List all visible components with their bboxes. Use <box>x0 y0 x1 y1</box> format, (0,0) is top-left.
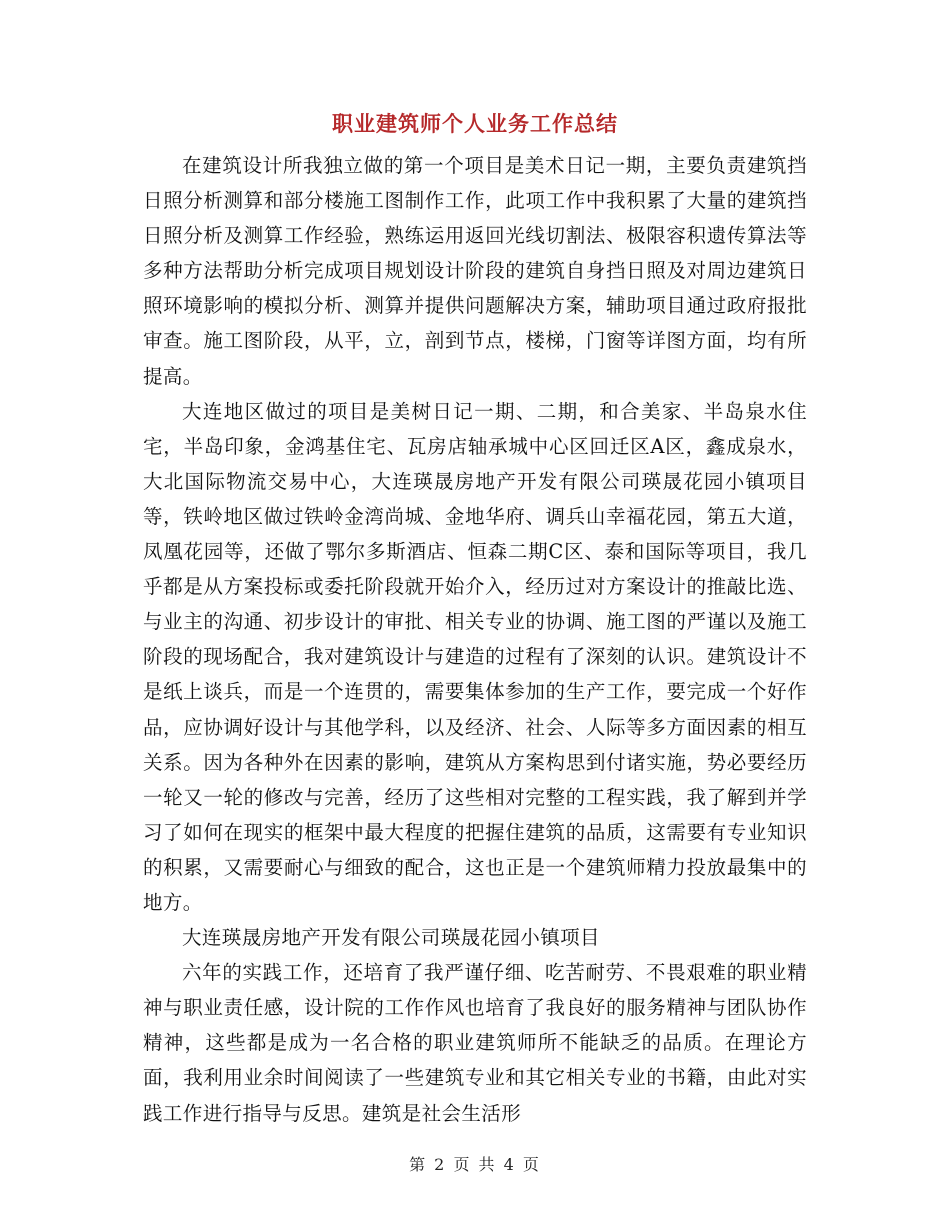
paragraph-1: 在建筑设计所我独立做的第一个项目是美术日记一期，主要负责建筑挡日照分析测算和部分楼施工图制作工作，此项工作中我积累了大量的建筑挡日照分析及测算工作经验，熟练运用返回光线切割法、极限容积遗传算法等多种方法帮助分析完成项目规划设计阶段的建筑自身挡日照及对周边建筑日照环境影响的模拟分析、测算并提供问题解决方案，辅助项目通过政府报批审查。施工图阶段，从平，立，剖到节点，楼梯，门窗等详图方面，均有所提高。 <box>143 154 807 388</box>
paragraph-3: 大连瑛晟房地产开发有限公司瑛晟花园小镇项目 <box>182 926 600 950</box>
page-footer: 第 2 页 共 4 页 <box>409 1155 541 1174</box>
paragraph-2: 大连地区做过的项目是美树日记一期、二期，和合美家、半岛泉水住宅，半岛印象，金鸿基住宅、瓦房店轴承城中心区回迁区A区，鑫成泉水，大北国际物流交易中心，大连瑛晟房地产开发有限公司瑛晟花园小镇项目等，铁岭地区做过铁岭金湾尚城、金地华府、调兵山幸福花园，第五大道，凤凰花园等，还做了鄂尔多斯酒店、恒森二期C区、泰和国际等项目，我几乎都是从方案投标或委托阶段就开始介入，经历过对方案设计的推敲比选、与业主的沟通、初步设计的审批、相关专业的协调、施工图的严谨以及施工阶段的现场配合，我对建筑设计与建造的过程有了深刻的认识。建筑设计不是纸上谈兵，而是一个连贯的，需要集体参加的生产工作，要完成一个好作品，应协调好设计与其他学科，以及经济、社会、人际等多方面因素的相互关系。因为各种外在因素的影响，建筑从方案构思到付诸实施，势必要经历一轮又一轮的修改与完善，经历了这些相对完整的工程实践，我了解到并学习了如何在现实的框架中最大程度的把握住建筑的品质，这需要有专业知识的积累，又需要耐心与细致的配合，这也正是一个建筑师精力投放最集中的地方。 <box>143 399 807 914</box>
document-body <box>143 148 807 1131</box>
paragraph-4: 六年的实践工作，还培育了我严谨仔细、吃苦耐劳、不畏艰难的职业精神与职业责任感，设计院的工作作风也培育了我良好的服务精神与团队协作精神，这些都是成为一名合格的职业建筑师所不能缺乏的品质。在理论方面，我利用业余时间阅读了一些建筑专业和其它相关专业的书籍，由此对实践工作进行指导与反思。建筑是社会生活形 <box>143 961 807 1125</box>
document-title: 职业建筑师个人业务工作总结 <box>332 111 618 136</box>
